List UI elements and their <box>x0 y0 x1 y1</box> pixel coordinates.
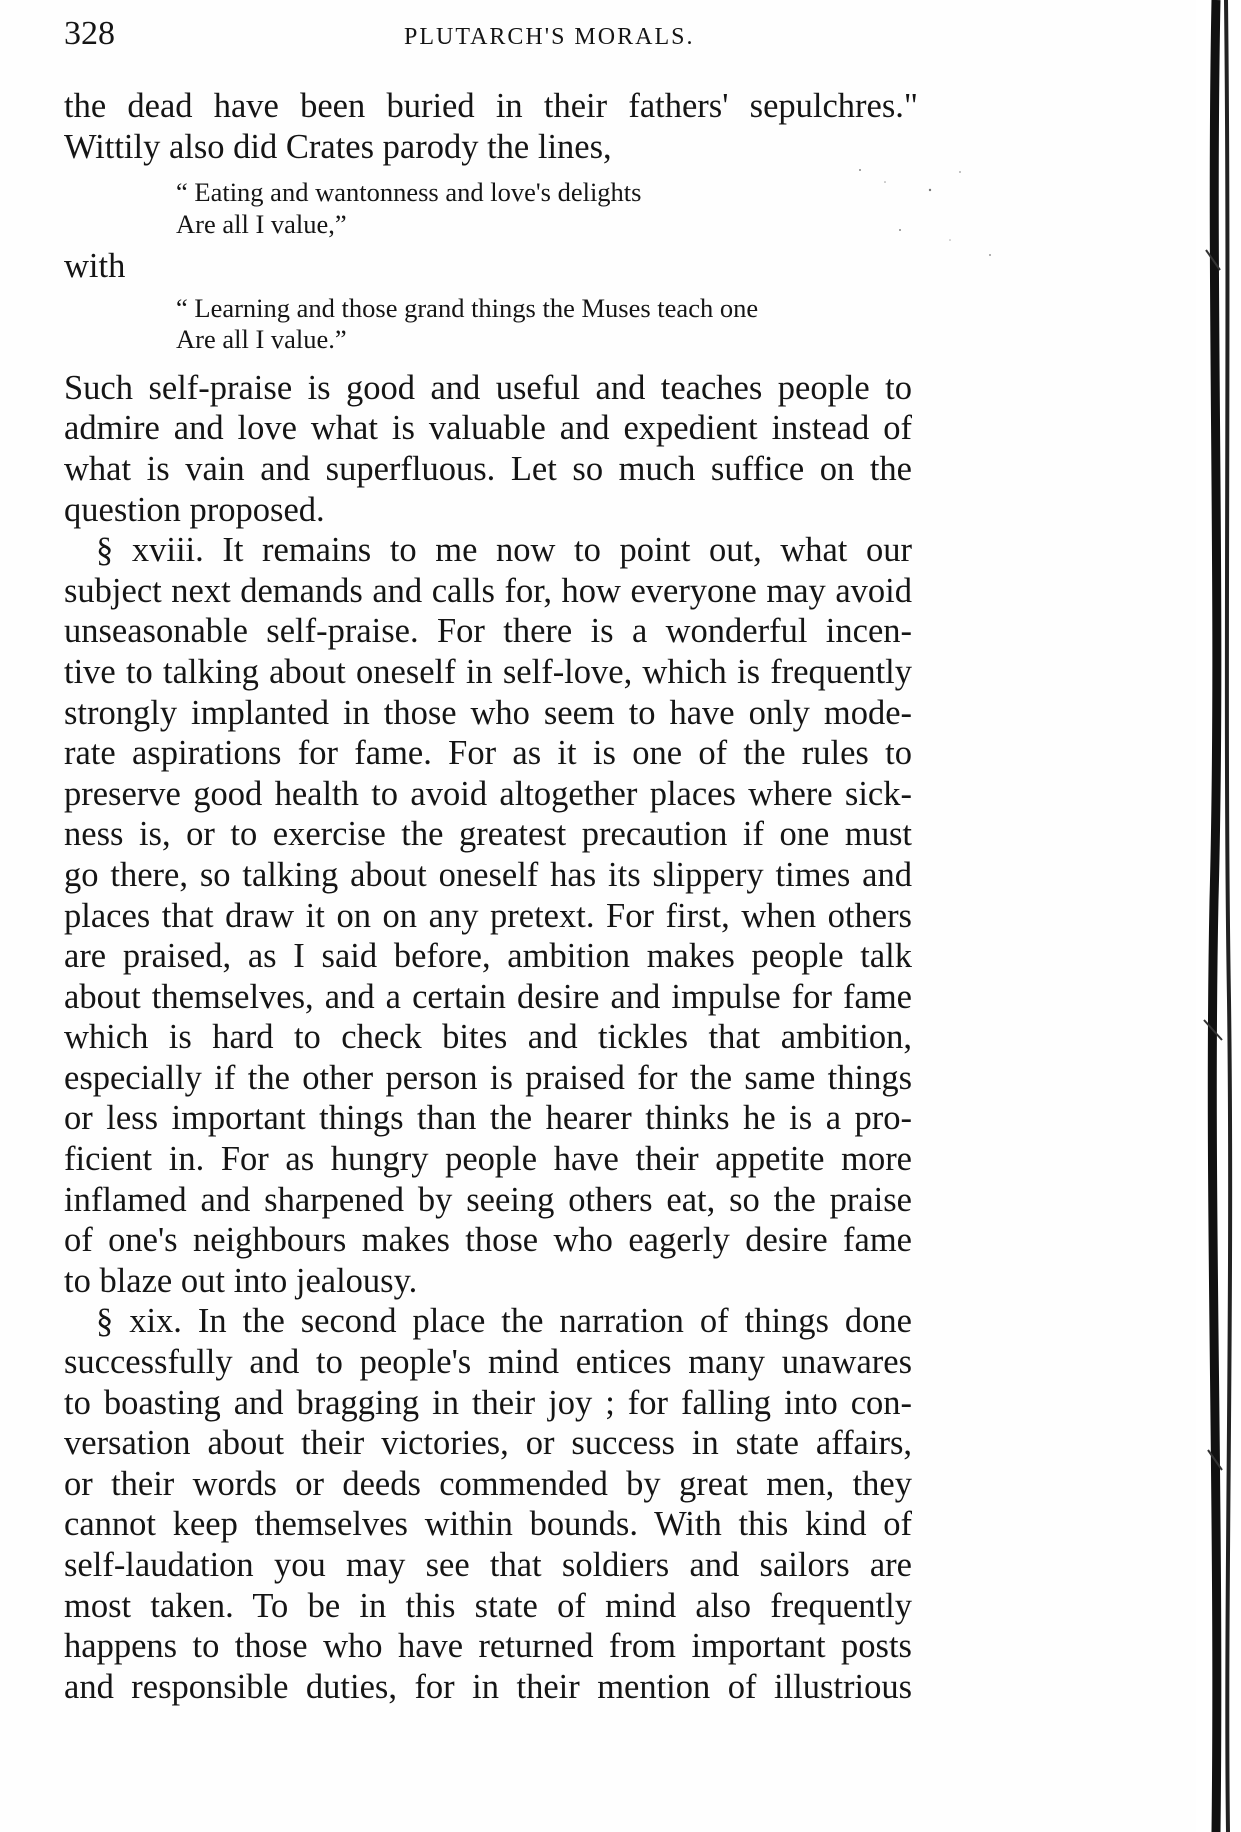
text-line: cannot keep themselves within bounds. With this kind of <box>64 1505 912 1544</box>
running-title: PLUTARCH'S MORALS. <box>404 24 695 50</box>
text-line: what is vain and superfluous. Let so much suffice on the <box>64 449 912 488</box>
page-header <box>64 14 1064 54</box>
text-line: § xix. In the second place the narration of things done <box>96 1302 912 1341</box>
text-line: to blaze out into jealousy. <box>64 1261 418 1300</box>
text-line: unseasonable self-praise. For there is a wonderful incen- <box>64 612 912 651</box>
text-line: successfully and to people's mind entices many unawares <box>64 1343 912 1382</box>
text-line: places that draw it on on any pretext. For first, when others <box>64 896 912 935</box>
text-line: happens to those who have returned from important posts <box>64 1627 912 1666</box>
text-line: which is hard to check bites and tickles that ambition, <box>64 1018 912 1057</box>
text-line: of one's neighbours makes those who eagerly desire fame <box>64 1221 912 1260</box>
text-line: to boasting and bragging in their joy ; for falling into con- <box>64 1383 912 1422</box>
scan-specks <box>840 160 1040 280</box>
verse-quote-2 <box>176 293 956 356</box>
text-line: self-laudation you may see that soldiers and sailors are <box>64 1546 912 1584</box>
text-line: strongly implanted in those who seem to have only mode- <box>64 693 912 732</box>
paragraph <box>64 1301 1074 1707</box>
text-line: especially if the other person is praised for the same things <box>64 1058 912 1097</box>
text-line: and responsible duties, for in their mention of illustrious <box>64 1667 912 1706</box>
body-text <box>64 86 1074 1707</box>
text-line: admire and love what is valuable and expedient instead of <box>64 409 912 448</box>
text-line: or less important things than the hearer thinks he is a pro- <box>64 1099 912 1138</box>
paragraph <box>64 368 1074 530</box>
text-line: § xviii. It remains to me now to point out, what our <box>96 531 912 570</box>
text-line: are praised, as I said before, ambition makes people talk <box>64 937 912 976</box>
text-line: preserve good health to avoid altogether places where sick- <box>64 774 912 813</box>
text-line: most taken. To be in this state of mind also frequently <box>64 1586 912 1625</box>
verse-line: “ Learning and those grand things the Muses teach one <box>176 292 759 323</box>
text-line: ness is, or to exercise the greatest precaution if one must <box>64 815 912 854</box>
verse-line: “ Eating and wantonness and love's delights <box>176 177 642 208</box>
text-line: with <box>64 247 126 286</box>
text-line: tive to talking about oneself in self-love, which is frequently <box>64 652 912 691</box>
text-line: ficient in. For as hungry people have their appetite more <box>64 1140 912 1179</box>
text-line: subject next demands and calls for, how everyone may avoid <box>64 571 912 610</box>
verse-quote-1 <box>176 177 956 240</box>
page-number: 328 <box>64 15 115 52</box>
text-line: the dead have been buried in their fathers' sepulchres." <box>64 87 918 125</box>
text-line: or their words or deeds commended by great men, they <box>64 1464 912 1503</box>
text-line: inflamed and sharpened by seeing others eat, so the praise <box>64 1180 912 1219</box>
paragraph <box>64 530 1074 1301</box>
text-line: question proposed. <box>64 490 325 529</box>
text-line: about themselves, and a certain desire and impulse for fame <box>64 977 912 1016</box>
verse-line: Are all I value,” <box>176 208 347 239</box>
verse-line: Are all I value.” <box>176 324 347 355</box>
text-line: rate aspirations for fame. For as it is one of the rules to <box>64 734 912 773</box>
text-line: versation about their victories, or success in state affairs, <box>64 1424 912 1463</box>
text-line: Such self-praise is good and useful and teaches people to <box>64 368 912 407</box>
text-line: go there, so talking about oneself has its slippery times and <box>64 855 912 894</box>
text-line: Wittily also did Crates parody the lines, <box>64 127 612 166</box>
book-binding-edge <box>1196 0 1241 1832</box>
